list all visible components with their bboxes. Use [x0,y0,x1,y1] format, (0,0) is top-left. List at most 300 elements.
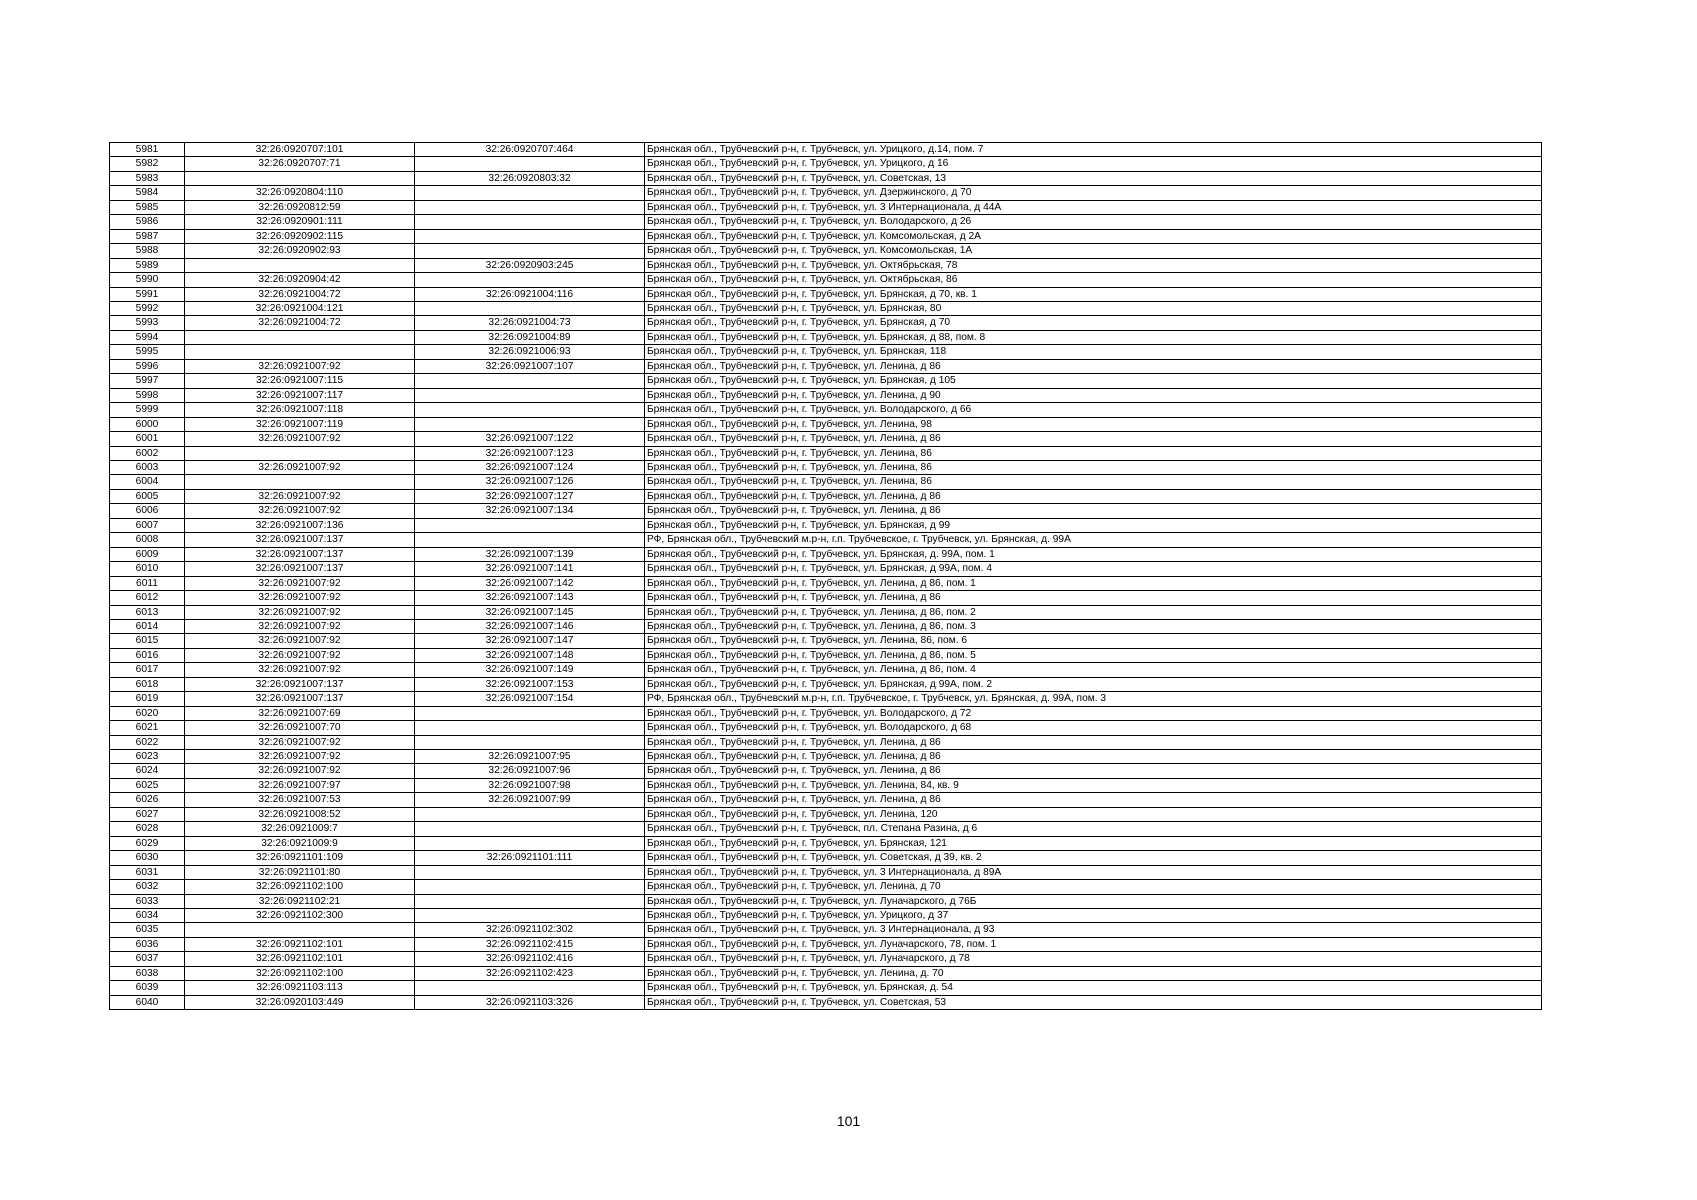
premises-cadastral-number-cell: 32:26:0921101:111 [415,851,645,865]
cadastral-number-cell: 32:26:0921007:137 [185,692,415,706]
premises-cadastral-number-cell: 32:26:0921006:93 [415,345,645,359]
cadastral-number-cell: 32:26:0921101:80 [185,865,415,879]
premises-cadastral-number-cell [415,981,645,995]
row-number-cell: 6040 [110,995,185,1009]
cadastral-number-cell: 32:26:0920707:101 [185,143,415,157]
premises-cadastral-number-cell: 32:26:0921007:134 [415,504,645,518]
premises-cadastral-number-cell: 32:26:0921007:96 [415,764,645,778]
table-row [110,605,1542,619]
address-cell: Брянская обл., Трубчевский р-н, г. Трубчевск, ул. 3 Интернационала, д 89А [645,865,1542,879]
cadastral-number-cell: 32:26:0921007:92 [185,591,415,605]
address-cell: Брянская обл., Трубчевский р-н, г. Трубчевск, ул. Брянская, 118 [645,345,1542,359]
cadastral-number-cell: 32:26:0921007:92 [185,764,415,778]
table-row [110,562,1542,576]
table-row [110,894,1542,908]
cadastral-number-cell: 32:26:0921102:300 [185,909,415,923]
cadastral-number-cell: 32:26:0921101:109 [185,851,415,865]
cadastral-number-cell: 32:26:0920902:115 [185,229,415,243]
table-row [110,229,1542,243]
premises-cadastral-number-cell [415,735,645,749]
row-number-cell: 6007 [110,518,185,532]
address-cell: Брянская обл., Трубчевский р-н, г. Трубчевск, ул. Ленина, д 86 [645,764,1542,778]
premises-cadastral-number-cell: 32:26:0921007:99 [415,793,645,807]
row-number-cell: 5983 [110,171,185,185]
cadastral-number-cell: 32:26:0921007:92 [185,460,415,474]
address-cell: Брянская обл., Трубчевский р-н, г. Трубчевск, ул. Ленина, д. 70 [645,966,1542,980]
table-row [110,952,1542,966]
row-number-cell: 5991 [110,287,185,301]
table-row [110,345,1542,359]
cadastral-number-cell: 32:26:0921007:137 [185,562,415,576]
row-number-cell: 5990 [110,273,185,287]
premises-cadastral-number-cell [415,822,645,836]
address-cell: Брянская обл., Трубчевский р-н, г. Трубчевск, ул. Ленина, д 86 [645,432,1542,446]
row-number-cell: 6000 [110,417,185,431]
table-row [110,475,1542,489]
cadastral-number-cell: 32:26:0921007:92 [185,605,415,619]
table-row [110,518,1542,532]
address-cell: Брянская обл., Трубчевский р-н, г. Трубчевск, ул. Ленина, д 86, пом. 3 [645,619,1542,633]
address-cell: РФ, Брянская обл., Трубчевский м.р-н, г.п. Трубчевское, г. Трубчевск, ул. Брянская, д. 99А, пом. 3 [645,692,1542,706]
cadastral-number-cell: 32:26:0921004:121 [185,301,415,315]
row-number-cell: 6011 [110,576,185,590]
cadastral-number-cell: 32:26:0921007:69 [185,706,415,720]
cadastral-number-cell [185,258,415,272]
row-number-cell: 5992 [110,301,185,315]
cadastral-number-cell: 32:26:0921007:115 [185,374,415,388]
row-number-cell: 6036 [110,937,185,951]
premises-cadastral-number-cell [415,417,645,431]
premises-cadastral-number-cell: 32:26:0921007:126 [415,475,645,489]
premises-cadastral-number-cell [415,865,645,879]
premises-cadastral-number-cell [415,706,645,720]
address-cell: Брянская обл., Трубчевский р-н, г. Трубчевск, ул. Брянская, д 105 [645,374,1542,388]
address-cell: Брянская обл., Трубчевский р-н, г. Трубчевск, ул. Ленина, д 86, пом. 2 [645,605,1542,619]
premises-cadastral-number-cell: 32:26:0921103:326 [415,995,645,1009]
premises-cadastral-number-cell: 32:26:0921007:122 [415,432,645,446]
row-number-cell: 6010 [110,562,185,576]
address-cell: Брянская обл., Трубчевский р-н, г. Трубчевск, ул. Ленина, д 90 [645,388,1542,402]
table-row [110,417,1542,431]
row-number-cell: 6026 [110,793,185,807]
table-row [110,403,1542,417]
cadastral-number-cell [185,923,415,937]
table-row [110,663,1542,677]
row-number-cell: 6032 [110,880,185,894]
table-row [110,258,1542,272]
address-cell: Брянская обл., Трубчевский р-н, г. Трубчевск, ул. Комсомольская, д 2А [645,229,1542,243]
page-number: 101 [836,1113,861,1129]
premises-cadastral-number-cell [415,721,645,735]
address-cell: Брянская обл., Трубчевский р-н, г. Трубчевск, ул. Урицкого, д 16 [645,157,1542,171]
row-number-cell: 5997 [110,374,185,388]
row-number-cell: 6021 [110,721,185,735]
premises-cadastral-number-cell: 32:26:0921102:416 [415,952,645,966]
row-number-cell: 5996 [110,359,185,373]
cadastral-number-cell: 32:26:0921102:21 [185,894,415,908]
cadastral-number-cell: 32:26:0921007:92 [185,359,415,373]
row-number-cell: 6022 [110,735,185,749]
address-cell: Брянская обл., Трубчевский р-н, г. Трубчевск, ул. Ленина, 86 [645,446,1542,460]
table-row [110,981,1542,995]
row-number-cell: 6017 [110,663,185,677]
row-number-cell: 6030 [110,851,185,865]
address-cell: Брянская обл., Трубчевский р-н, г. Трубчевск, ул. Брянская, д. 54 [645,981,1542,995]
row-number-cell: 6015 [110,634,185,648]
address-cell: Брянская обл., Трубчевский р-н, г. Трубчевск, ул. Ленина, д 86 [645,591,1542,605]
cadastral-number-cell [185,446,415,460]
address-cell: Брянская обл., Трубчевский р-н, г. Трубчевск, ул. Урицкого, д.14, пом. 7 [645,143,1542,157]
premises-cadastral-number-cell [415,157,645,171]
table-row [110,851,1542,865]
premises-cadastral-number-cell: 32:26:0921007:127 [415,489,645,503]
premises-cadastral-number-cell [415,215,645,229]
address-cell: Брянская обл., Трубчевский р-н, г. Трубчевск, ул. Брянская, д. 99А, пом. 1 [645,547,1542,561]
table-row [110,591,1542,605]
cadastral-number-cell: 32:26:0920707:71 [185,157,415,171]
table-row [110,446,1542,460]
premises-cadastral-number-cell [415,836,645,850]
cadastral-number-cell: 32:26:0921102:101 [185,952,415,966]
address-cell: Брянская обл., Трубчевский р-н, г. Трубчевск, ул. Октябрьская, 78 [645,258,1542,272]
table-row [110,171,1542,185]
premises-cadastral-number-cell: 32:26:0920903:245 [415,258,645,272]
cadastral-number-cell: 32:26:0921004:72 [185,287,415,301]
cadastral-number-cell: 32:26:0921007:70 [185,721,415,735]
premises-cadastral-number-cell: 32:26:0921007:147 [415,634,645,648]
row-number-cell: 6023 [110,750,185,764]
row-number-cell: 5987 [110,229,185,243]
premises-cadastral-number-cell [415,273,645,287]
table-row [110,388,1542,402]
premises-cadastral-number-cell [415,388,645,402]
row-number-cell: 5986 [110,215,185,229]
table-row [110,764,1542,778]
row-number-cell: 6002 [110,446,185,460]
table-row [110,504,1542,518]
address-cell: Брянская обл., Трубчевский р-н, г. Трубчевск, ул. Володарского, д 68 [645,721,1542,735]
premises-cadastral-number-cell [415,200,645,214]
address-cell: Брянская обл., Трубчевский р-н, г. Трубчевск, ул. Володарского, д 72 [645,706,1542,720]
address-cell: Брянская обл., Трубчевский р-н, г. Трубчевск, ул. Ленина, 86 [645,460,1542,474]
table-row [110,374,1542,388]
cadastral-number-cell: 32:26:0921007:92 [185,619,415,633]
table-row [110,880,1542,894]
address-cell: Брянская обл., Трубчевский р-н, г. Трубчевск, ул. Брянская, д 70 [645,316,1542,330]
table-row [110,865,1542,879]
address-cell: Брянская обл., Трубчевский р-н, г. Трубчевск, ул. Володарского, д 26 [645,215,1542,229]
table-row [110,316,1542,330]
cadastral-number-cell: 32:26:0920804:110 [185,186,415,200]
table-row [110,200,1542,214]
premises-cadastral-number-cell: 32:26:0921007:107 [415,359,645,373]
table-row [110,157,1542,171]
address-cell: Брянская обл., Трубчевский р-н, г. Трубчевск, ул. Ленина, д 86, пом. 4 [645,663,1542,677]
premises-cadastral-number-cell [415,186,645,200]
row-number-cell: 5998 [110,388,185,402]
cadastral-number-cell: 32:26:0921007:92 [185,735,415,749]
premises-cadastral-number-cell: 32:26:0920803:32 [415,171,645,185]
row-number-cell: 6039 [110,981,185,995]
row-number-cell: 5994 [110,330,185,344]
table-row [110,576,1542,590]
cadastral-number-cell: 32:26:0921007:92 [185,750,415,764]
row-number-cell: 6020 [110,706,185,720]
table-row [110,273,1542,287]
row-number-cell: 6016 [110,648,185,662]
cadastral-number-cell: 32:26:0921007:136 [185,518,415,532]
table-row [110,460,1542,474]
property-table [109,142,1542,1010]
row-number-cell: 5988 [110,244,185,258]
premises-cadastral-number-cell [415,533,645,547]
premises-cadastral-number-cell: 32:26:0921102:302 [415,923,645,937]
cadastral-number-cell: 32:26:0920812:59 [185,200,415,214]
cadastral-number-cell: 32:26:0920901:111 [185,215,415,229]
address-cell: Брянская обл., Трубчевский р-н, г. Трубчевск, ул. Советская, 13 [645,171,1542,185]
cadastral-number-cell: 32:26:0921007:137 [185,677,415,691]
address-cell: Брянская обл., Трубчевский р-н, г. Трубчевск, ул. Советская, 53 [645,995,1542,1009]
row-number-cell: 6003 [110,460,185,474]
address-cell: Брянская обл., Трубчевский р-н, г. Трубчевск, ул. Брянская, д 99А, пом. 2 [645,677,1542,691]
cadastral-number-cell: 32:26:0921007:92 [185,489,415,503]
premises-cadastral-number-cell [415,403,645,417]
premises-cadastral-number-cell: 32:26:0921007:149 [415,663,645,677]
cadastral-number-cell: 32:26:0921102:100 [185,966,415,980]
address-cell: Брянская обл., Трубчевский р-н, г. Трубчевск, ул. Брянская, 80 [645,301,1542,315]
address-cell: Брянская обл., Трубчевский р-н, г. Трубчевск, ул. Ленина, 84, кв. 9 [645,778,1542,792]
row-number-cell: 6029 [110,836,185,850]
address-cell: Брянская обл., Трубчевский р-н, г. Трубчевск, ул. Ленина, д 86 [645,489,1542,503]
row-number-cell: 6005 [110,489,185,503]
premises-cadastral-number-cell [415,894,645,908]
cadastral-number-cell: 32:26:0921007:118 [185,403,415,417]
premises-cadastral-number-cell: 32:26:0921007:145 [415,605,645,619]
premises-cadastral-number-cell: 32:26:0921007:124 [415,460,645,474]
premises-cadastral-number-cell [415,229,645,243]
table-row [110,677,1542,691]
address-cell: Брянская обл., Трубчевский р-н, г. Трубчевск, ул. Луначарского, д 78 [645,952,1542,966]
premises-cadastral-number-cell: 32:26:0921007:95 [415,750,645,764]
row-number-cell: 6025 [110,778,185,792]
table-body [110,143,1542,1010]
premises-cadastral-number-cell [415,374,645,388]
table-row [110,721,1542,735]
premises-cadastral-number-cell: 32:26:0921007:139 [415,547,645,561]
cadastral-number-cell: 32:26:0921103:113 [185,981,415,995]
premises-cadastral-number-cell: 32:26:0921102:415 [415,937,645,951]
cadastral-number-cell: 32:26:0921007:92 [185,634,415,648]
premises-cadastral-number-cell [415,301,645,315]
row-number-cell: 6012 [110,591,185,605]
table-row [110,807,1542,821]
premises-cadastral-number-cell: 32:26:0921004:73 [415,316,645,330]
premises-cadastral-number-cell: 32:26:0921004:89 [415,330,645,344]
premises-cadastral-number-cell [415,244,645,258]
row-number-cell: 5984 [110,186,185,200]
address-cell: Брянская обл., Трубчевский р-н, г. Трубчевск, ул. Ленина, д 86 [645,735,1542,749]
cadastral-number-cell: 32:26:0921007:92 [185,576,415,590]
cadastral-number-cell: 32:26:0921008:52 [185,807,415,821]
table-row [110,937,1542,951]
table-row [110,244,1542,258]
cadastral-number-cell: 32:26:0921004:72 [185,316,415,330]
address-cell: Брянская обл., Трубчевский р-н, г. Трубчевск, ул. Брянская, д 99А, пом. 4 [645,562,1542,576]
premises-cadastral-number-cell: 32:26:0921007:143 [415,591,645,605]
table-row [110,966,1542,980]
premises-cadastral-number-cell [415,880,645,894]
table-row [110,735,1542,749]
address-cell: Брянская обл., Трубчевский р-н, г. Трубчевск, ул. Луначарского, 78, пом. 1 [645,937,1542,951]
address-cell: Брянская обл., Трубчевский р-н, г. Трубчевск, пл. Степана Разина, д 6 [645,822,1542,836]
table-row [110,533,1542,547]
row-number-cell: 6013 [110,605,185,619]
address-cell: РФ, Брянская обл., Трубчевский м.р-н, г.п. Трубчевское, г. Трубчевск, ул. Брянская, д. 99А [645,533,1542,547]
premises-cadastral-number-cell: 32:26:0921102:423 [415,966,645,980]
cadastral-number-cell: 32:26:0921007:53 [185,793,415,807]
premises-cadastral-number-cell: 32:26:0921007:141 [415,562,645,576]
cadastral-number-cell: 32:26:0921009:7 [185,822,415,836]
address-cell: Брянская обл., Трубчевский р-н, г. Трубчевск, ул. 3 Интернационала, д 44А [645,200,1542,214]
address-cell: Брянская обл., Трубчевский р-н, г. Трубчевск, ул. Урицкого, д 37 [645,909,1542,923]
address-cell: Брянская обл., Трубчевский р-н, г. Трубчевск, ул. Ленина, д 86 [645,359,1542,373]
address-cell: Брянская обл., Трубчевский р-н, г. Трубчевск, ул. Ленина, 120 [645,807,1542,821]
table-row [110,547,1542,561]
row-number-cell: 5989 [110,258,185,272]
row-number-cell: 6018 [110,677,185,691]
row-number-cell: 6006 [110,504,185,518]
cadastral-number-cell: 32:26:0921007:117 [185,388,415,402]
cadastral-number-cell [185,345,415,359]
cadastral-number-cell: 32:26:0921009:9 [185,836,415,850]
address-cell: Брянская обл., Трубчевский р-н, г. Трубчевск, ул. Брянская, д 99 [645,518,1542,532]
table-row [110,692,1542,706]
cadastral-number-cell: 32:26:0921007:92 [185,663,415,677]
table-row [110,750,1542,764]
row-number-cell: 6028 [110,822,185,836]
row-number-cell: 5993 [110,316,185,330]
table-row [110,186,1542,200]
table-row [110,923,1542,937]
row-number-cell: 5985 [110,200,185,214]
address-cell: Брянская обл., Трубчевский р-н, г. Трубчевск, ул. Ленина, д 86 [645,750,1542,764]
row-number-cell: 6033 [110,894,185,908]
row-number-cell: 6004 [110,475,185,489]
row-number-cell: 6019 [110,692,185,706]
address-cell: Брянская обл., Трубчевский р-н, г. Трубчевск, ул. Брянская, д 70, кв. 1 [645,287,1542,301]
address-cell: Брянская обл., Трубчевский р-н, г. Трубчевск, ул. Луначарского, д 76Б [645,894,1542,908]
address-cell: Брянская обл., Трубчевский р-н, г. Трубчевск, ул. Володарского, д 66 [645,403,1542,417]
premises-cadastral-number-cell: 32:26:0921007:123 [415,446,645,460]
table-row [110,995,1542,1009]
row-number-cell: 6031 [110,865,185,879]
cadastral-number-cell: 32:26:0921007:92 [185,432,415,446]
cadastral-number-cell: 32:26:0920103:449 [185,995,415,1009]
premises-cadastral-number-cell: 32:26:0921007:154 [415,692,645,706]
cadastral-number-cell: 32:26:0921007:119 [185,417,415,431]
table-row [110,778,1542,792]
table-row [110,634,1542,648]
table-row [110,706,1542,720]
row-number-cell: 5981 [110,143,185,157]
row-number-cell: 6009 [110,547,185,561]
address-cell: Брянская обл., Трубчевский р-н, г. Трубчевск, ул. Ленина, д 86 [645,793,1542,807]
cadastral-number-cell: 32:26:0921007:92 [185,648,415,662]
cadastral-number-cell: 32:26:0920902:93 [185,244,415,258]
cadastral-number-cell [185,330,415,344]
address-cell: Брянская обл., Трубчевский р-н, г. Трубчевск, ул. Ленина, д 86 [645,504,1542,518]
address-cell: Брянская обл., Трубчевский р-н, г. Трубчевск, ул. 3 Интернационала, д 93 [645,923,1542,937]
row-number-cell: 6001 [110,432,185,446]
row-number-cell: 5999 [110,403,185,417]
row-number-cell: 6038 [110,966,185,980]
table-row [110,359,1542,373]
address-cell: Брянская обл., Трубчевский р-н, г. Трубчевск, ул. Ленина, д 86, пом. 1 [645,576,1542,590]
table-row [110,215,1542,229]
premises-cadastral-number-cell: 32:26:0921004:116 [415,287,645,301]
cadastral-number-cell: 32:26:0921007:137 [185,533,415,547]
premises-cadastral-number-cell: 32:26:0921007:153 [415,677,645,691]
address-cell: Брянская обл., Трубчевский р-н, г. Трубчевск, ул. Брянская, д 88, пом. 8 [645,330,1542,344]
address-cell: Брянская обл., Трубчевский р-н, г. Трубчевск, ул. Советская, д 39, кв. 2 [645,851,1542,865]
cadastral-number-cell: 32:26:0921102:101 [185,937,415,951]
premises-cadastral-number-cell [415,518,645,532]
table-row [110,648,1542,662]
cadastral-number-cell [185,171,415,185]
table-row [110,330,1542,344]
address-cell: Брянская обл., Трубчевский р-н, г. Трубчевск, ул. Октябрьская, 86 [645,273,1542,287]
table-row [110,793,1542,807]
row-number-cell: 5995 [110,345,185,359]
address-cell: Брянская обл., Трубчевский р-н, г. Трубчевск, ул. Ленина, 86 [645,475,1542,489]
table-row [110,287,1542,301]
address-cell: Брянская обл., Трубчевский р-н, г. Трубчевск, ул. Ленина, д 86, пом. 5 [645,648,1542,662]
premises-cadastral-number-cell: 32:26:0921007:146 [415,619,645,633]
cadastral-number-cell: 32:26:0921102:100 [185,880,415,894]
premises-cadastral-number-cell [415,807,645,821]
premises-cadastral-number-cell: 32:26:0921007:148 [415,648,645,662]
row-number-cell: 6037 [110,952,185,966]
premises-cadastral-number-cell: 32:26:0920707:464 [415,143,645,157]
premises-cadastral-number-cell [415,909,645,923]
row-number-cell: 6008 [110,533,185,547]
address-cell: Брянская обл., Трубчевский р-н, г. Трубчевск, ул. Ленина, 86, пом. 6 [645,634,1542,648]
row-number-cell: 6034 [110,909,185,923]
table-row [110,822,1542,836]
row-number-cell: 6035 [110,923,185,937]
address-cell: Брянская обл., Трубчевский р-н, г. Трубчевск, ул. Брянская, 121 [645,836,1542,850]
table-row [110,909,1542,923]
table-row [110,143,1542,157]
cadastral-number-cell: 32:26:0921007:92 [185,504,415,518]
table-row [110,489,1542,503]
cadastral-number-cell [185,475,415,489]
address-cell: Брянская обл., Трубчевский р-н, г. Трубчевск, ул. Ленина, 98 [645,417,1542,431]
address-cell: Брянская обл., Трубчевский р-н, г. Трубчевск, ул. Дзержинского, д 70 [645,186,1542,200]
address-cell: Брянская обл., Трубчевский р-н, г. Трубчевск, ул. Комсомольская, 1А [645,244,1542,258]
row-number-cell: 6024 [110,764,185,778]
premises-cadastral-number-cell: 32:26:0921007:142 [415,576,645,590]
cadastral-number-cell: 32:26:0921007:137 [185,547,415,561]
table-row [110,836,1542,850]
table-row [110,432,1542,446]
row-number-cell: 5982 [110,157,185,171]
row-number-cell: 6027 [110,807,185,821]
cadastral-number-cell: 32:26:0920904:42 [185,273,415,287]
table-row [110,301,1542,315]
table-row [110,619,1542,633]
premises-cadastral-number-cell: 32:26:0921007:98 [415,778,645,792]
